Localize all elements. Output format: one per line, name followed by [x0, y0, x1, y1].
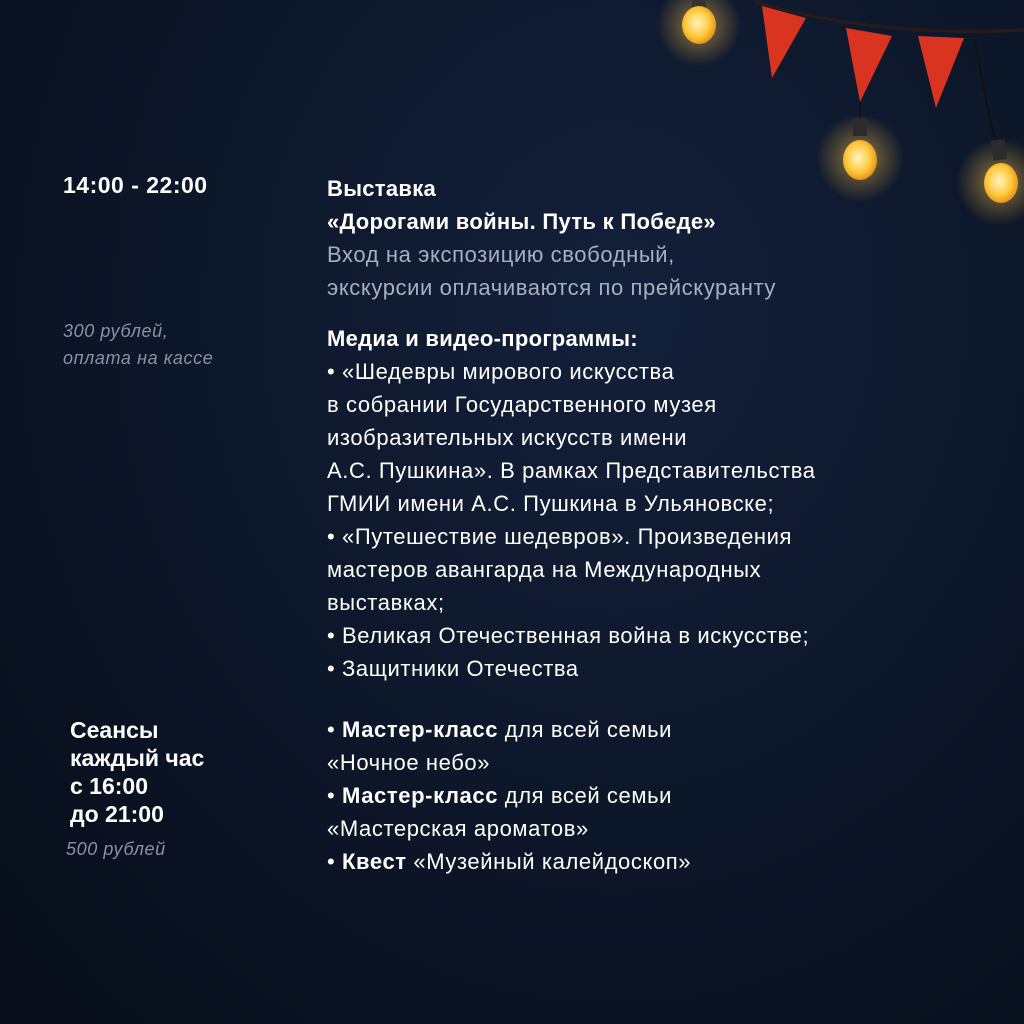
bunting-flag-icon — [846, 28, 892, 102]
workshop-sessions — [70, 716, 204, 828]
media-line: • «Путешествие шедевров». Произведения — [327, 524, 793, 549]
light-bulb-icon — [657, 0, 741, 67]
workshop-price: 500 рублей — [66, 839, 166, 859]
workshop-item — [327, 713, 1007, 746]
workshop-name: «Мастерская ароматов» — [327, 816, 589, 841]
media-price — [63, 318, 213, 372]
bunting-flag-icon — [762, 6, 806, 78]
bullet: • — [327, 849, 336, 874]
workshop-item — [327, 845, 1007, 878]
workshop-desc: для всей семьи — [498, 717, 673, 742]
media-price-line: оплата на кассе — [63, 348, 214, 368]
media-line: мастеров авангарда на Международных — [327, 557, 762, 582]
media-line: выставках; — [327, 590, 445, 615]
workshop-type: Мастер-класс — [342, 783, 499, 808]
exhibition-title: «Дорогами войны. Путь к Победе» — [327, 209, 716, 234]
media-line: • Защитники Отечества — [327, 656, 579, 681]
media-line: А.С. Пушкина». В рамках Представительства — [327, 458, 816, 483]
exhibition-block — [327, 172, 1007, 304]
bunting-flag-icon — [918, 36, 964, 108]
media-heading: Медиа и видео-программы: — [327, 326, 638, 351]
exhibition-title: Выставка — [327, 176, 437, 201]
bullet: • — [327, 783, 336, 808]
exhibition-note: Вход на экспозицию свободный, — [327, 242, 675, 267]
exhibition-note: экскурсии оплачиваются по прейскуранту — [327, 275, 776, 300]
media-line: • Великая Отечественная война в искусстве; — [327, 623, 810, 648]
workshop-desc: для всей семьи — [498, 783, 673, 808]
sessions-line: каждый час — [70, 745, 205, 771]
media-line: ГМИИ имени А.С. Пушкина в Ульяновске; — [327, 491, 775, 516]
sessions-line: Сеансы — [70, 717, 159, 743]
media-line: в собрании Государственного музея — [327, 392, 717, 417]
event-time: 14:00 - 22:00 — [63, 172, 208, 198]
media-block — [327, 322, 1007, 685]
workshop-name: «Ночное небо» — [327, 750, 491, 775]
workshop-item — [327, 779, 1007, 812]
workshops-block — [327, 713, 1007, 878]
media-line: • «Шедевры мирового искусства — [327, 359, 675, 384]
sessions-line: с 16:00 — [70, 773, 149, 799]
media-line: изобразительных искусств имени — [327, 425, 688, 450]
sessions-line: до 21:00 — [70, 801, 164, 827]
media-price-line: 300 рублей, — [63, 321, 169, 341]
workshop-desc: «Музейный калейдоскоп» — [406, 849, 692, 874]
workshop-type: Квест — [342, 849, 407, 874]
bullet: • — [327, 717, 336, 742]
workshop-type: Мастер-класс — [342, 717, 499, 742]
